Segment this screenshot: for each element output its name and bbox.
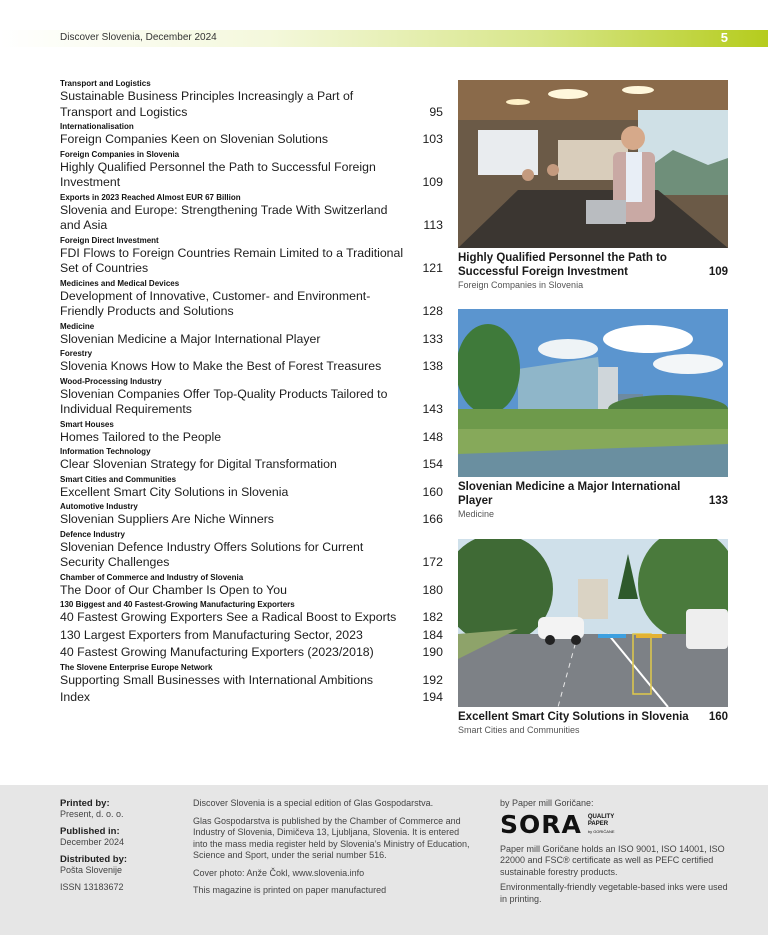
by-mill: by Paper mill Goričane:	[500, 798, 594, 808]
office-meeting-photo	[458, 80, 728, 248]
toc-entry-page: 190	[422, 645, 443, 659]
toc-entry-title: FDI Flows to Foreign Countries Remain Limited to a Traditional Set of Countries	[60, 245, 404, 275]
toc-category: Transport and Logistics	[60, 79, 151, 88]
sora-logo: SORA QUALITY PAPER by GORIČANE	[500, 809, 615, 839]
toc-entry-page: 138	[422, 359, 443, 373]
toc-entry[interactable]	[60, 332, 443, 348]
toc-entry[interactable]	[60, 610, 443, 626]
toc-entry[interactable]	[60, 359, 443, 375]
toc-entry[interactable]	[60, 430, 443, 446]
feature-page: 133	[708, 495, 728, 507]
toc-entry-page: 121	[422, 261, 443, 275]
feature-title: Slovenian Medicine a Major International Player	[458, 481, 681, 507]
publisher-text	[193, 798, 473, 903]
feature-smart-city[interactable]	[458, 539, 728, 735]
toc-category: Foreign Companies in Slovenia	[60, 149, 180, 159]
toc-entry-title: Slovenia and Europe: Strengthening Trade With Switzerland and Asia	[60, 202, 388, 232]
toc-entry-page: 143	[422, 402, 443, 416]
toc-entry-title: Foreign Companies Keen on Slovenian Solutions	[60, 132, 328, 146]
toc-entry-title: 40 Fastest Growing Manufacturing Exporters (2023/2018)	[60, 645, 374, 659]
toc-entry-page: 194	[422, 690, 443, 704]
magazine-title: Discover Slovenia, December 2024	[60, 32, 217, 43]
toc-entry[interactable]	[60, 457, 443, 473]
toc-category: Medicines and Medical Devices	[60, 278, 180, 288]
toc-category: Exports in 2023 Reached Almost EUR 67 Billion	[60, 192, 241, 202]
toc-entry-title: Index	[60, 690, 91, 704]
toc-entry[interactable]	[60, 690, 443, 706]
toc-category: Medicine	[60, 321, 95, 331]
printed-by-label: Printed by:	[60, 798, 110, 809]
toc-entry-title: Clear Slovenian Strategy for Digital Transformation	[60, 457, 337, 471]
toc-entry[interactable]	[60, 132, 443, 148]
toc-entry-title: Sustainable Business Principles Increasingly a Part of Transport and Logistics	[60, 89, 354, 119]
inks-note: Environmentally-friendly vegetable-based inks were used in printing.	[500, 882, 728, 904]
toc-category: Information Technology	[60, 447, 151, 456]
toc-category: Chamber of Commerce and Industry of Slovenia	[60, 572, 244, 582]
paper-note: This magazine is printed on paper manufactured	[193, 885, 387, 895]
toc-entry[interactable]	[60, 673, 443, 689]
toc-category: Foreign Direct Investment	[60, 235, 159, 245]
building-river-photo	[458, 309, 728, 477]
toc-entry-page: 172	[422, 555, 443, 569]
printed-by: Present, d. o. o.	[60, 809, 124, 819]
feature-foreign-investment[interactable]	[458, 80, 728, 290]
toc-entry[interactable]	[60, 512, 443, 528]
published-in-label: Published in:	[60, 826, 120, 837]
toc-category: Smart Houses	[60, 419, 114, 429]
toc-entry-page: 192	[422, 672, 443, 687]
toc-entry-page: 184	[422, 627, 443, 642]
edition-note: Discover Slovenia is a special edition of Glas Gospodarstva.	[193, 798, 434, 808]
toc-entry[interactable]	[60, 628, 443, 644]
colophon	[0, 785, 768, 935]
toc-category: The Slovene Enterprise Europe Network	[60, 662, 213, 672]
feature-page: 109	[708, 266, 728, 278]
toc-entry-title: Highly Qualified Personnel the Path to Successful Foreign Investment	[60, 159, 376, 189]
distributed-by: Pošta Slovenije	[60, 865, 123, 875]
distributed-by-label: Distributed by:	[60, 854, 128, 865]
cover-photo-credit: Cover photo: Anže Čokl, www.slovenia.info	[193, 867, 365, 878]
publication-info	[60, 798, 180, 893]
toc-entry-title: The Door of Our Chamber Is Open to You	[60, 582, 287, 597]
toc-category: 130 Biggest and 40 Fastest-Growing Manufacturing Exporters	[60, 600, 295, 609]
toc-entry-title: Slovenian Companies Offer Top-Quality Products Tailored to Individual Requirements	[60, 386, 388, 416]
toc-category: Automotive Industry	[60, 502, 138, 511]
toc-entry-page: 180	[422, 582, 443, 597]
toc-entry-page: 160	[422, 484, 443, 499]
toc-entry[interactable]	[60, 583, 443, 599]
toc-entry-title: Slovenia Knows How to Make the Best of Forest Treasures	[60, 359, 382, 373]
page-number: 5	[720, 30, 728, 45]
toc-entry-page: 95	[429, 104, 443, 119]
table-of-contents	[60, 78, 443, 708]
toc-entry-title: Slovenian Suppliers Are Niche Winners	[60, 512, 274, 526]
sora-logo-text: SORA	[500, 809, 582, 839]
toc-entry-page: 109	[422, 175, 443, 189]
toc-category: Smart Cities and Communities	[60, 474, 177, 484]
issn: ISSN 13183672	[60, 882, 124, 892]
published-in: December 2024	[60, 837, 125, 847]
toc-entry-title: Slovenian Defence Industry Offers Solutions for Current Security Challenges	[60, 539, 364, 569]
feature-medicine[interactable]	[458, 309, 728, 519]
toc-entry-title: Slovenian Medicine a Major International Player	[60, 331, 321, 346]
feature-title: Highly Qualified Personnel the Path to Successful Foreign Investment	[458, 252, 667, 278]
toc-entry-page: 113	[423, 218, 443, 232]
toc-entry[interactable]	[60, 387, 443, 418]
toc-entry[interactable]	[60, 89, 443, 120]
toc-entry-page: 166	[422, 512, 443, 526]
toc-entry-page: 133	[422, 331, 443, 346]
toc-entry-page: 128	[422, 304, 443, 318]
toc-category: Forestry	[60, 349, 93, 358]
toc-entry[interactable]	[60, 645, 443, 661]
toc-entry[interactable]	[60, 160, 443, 191]
header-bar	[0, 30, 768, 47]
toc-entry-title: 130 Largest Exporters from Manufacturing Sector, 2023	[60, 627, 363, 642]
toc-category: Defence Industry	[60, 529, 125, 539]
toc-entry-page: 103	[422, 132, 443, 146]
toc-entry-title: Supporting Small Businesses with International Ambitions	[60, 672, 374, 687]
toc-entry[interactable]	[60, 289, 443, 320]
toc-entry-page: 182	[422, 610, 443, 624]
toc-category: Internationalisation	[60, 122, 134, 131]
toc-entry[interactable]	[60, 485, 443, 501]
certification-note: Paper mill Goričane holds an ISO 9001, ISO 14001, ISO 22000 and FSC® certificate as well as PEFC certified sustainable forestry products.	[500, 843, 725, 877]
publisher-note: Glas Gospodarstva is published by the Chamber of Commerce and Industry of Slovenia, Dimičeva 13, Ljubljana, Slovenia. It is entered into the mass media register held by Slovenia’s Ministry of Education, Science and Sport, under the serial number 516.	[193, 815, 470, 860]
feature-category: Medicine	[458, 509, 495, 519]
toc-entry[interactable]	[60, 540, 443, 571]
feature-page: 160	[708, 711, 728, 723]
feature-title: Excellent Smart City Solutions in Slovenia	[458, 711, 689, 723]
toc-entry-title: Development of Innovative, Customer- and Environment-Friendly Products and Solutions	[60, 288, 371, 318]
toc-category: Wood-Processing Industry	[60, 376, 162, 386]
toc-entry[interactable]	[60, 246, 443, 277]
toc-entry-page: 148	[422, 429, 443, 444]
feature-category: Smart Cities and Communities	[458, 725, 580, 735]
toc-entry[interactable]	[60, 203, 443, 234]
feature-category: Foreign Companies in Slovenia	[458, 280, 584, 290]
street-sensing-photo	[458, 539, 728, 707]
paper-info	[500, 798, 730, 909]
toc-entry-title: Excellent Smart City Solutions in Slovenia	[60, 484, 289, 499]
toc-entry-title: Homes Tailored to the People	[60, 429, 222, 444]
toc-entry-page: 154	[422, 457, 443, 471]
toc-entry-title: 40 Fastest Growing Exporters See a Radical Boost to Exports	[60, 610, 397, 624]
